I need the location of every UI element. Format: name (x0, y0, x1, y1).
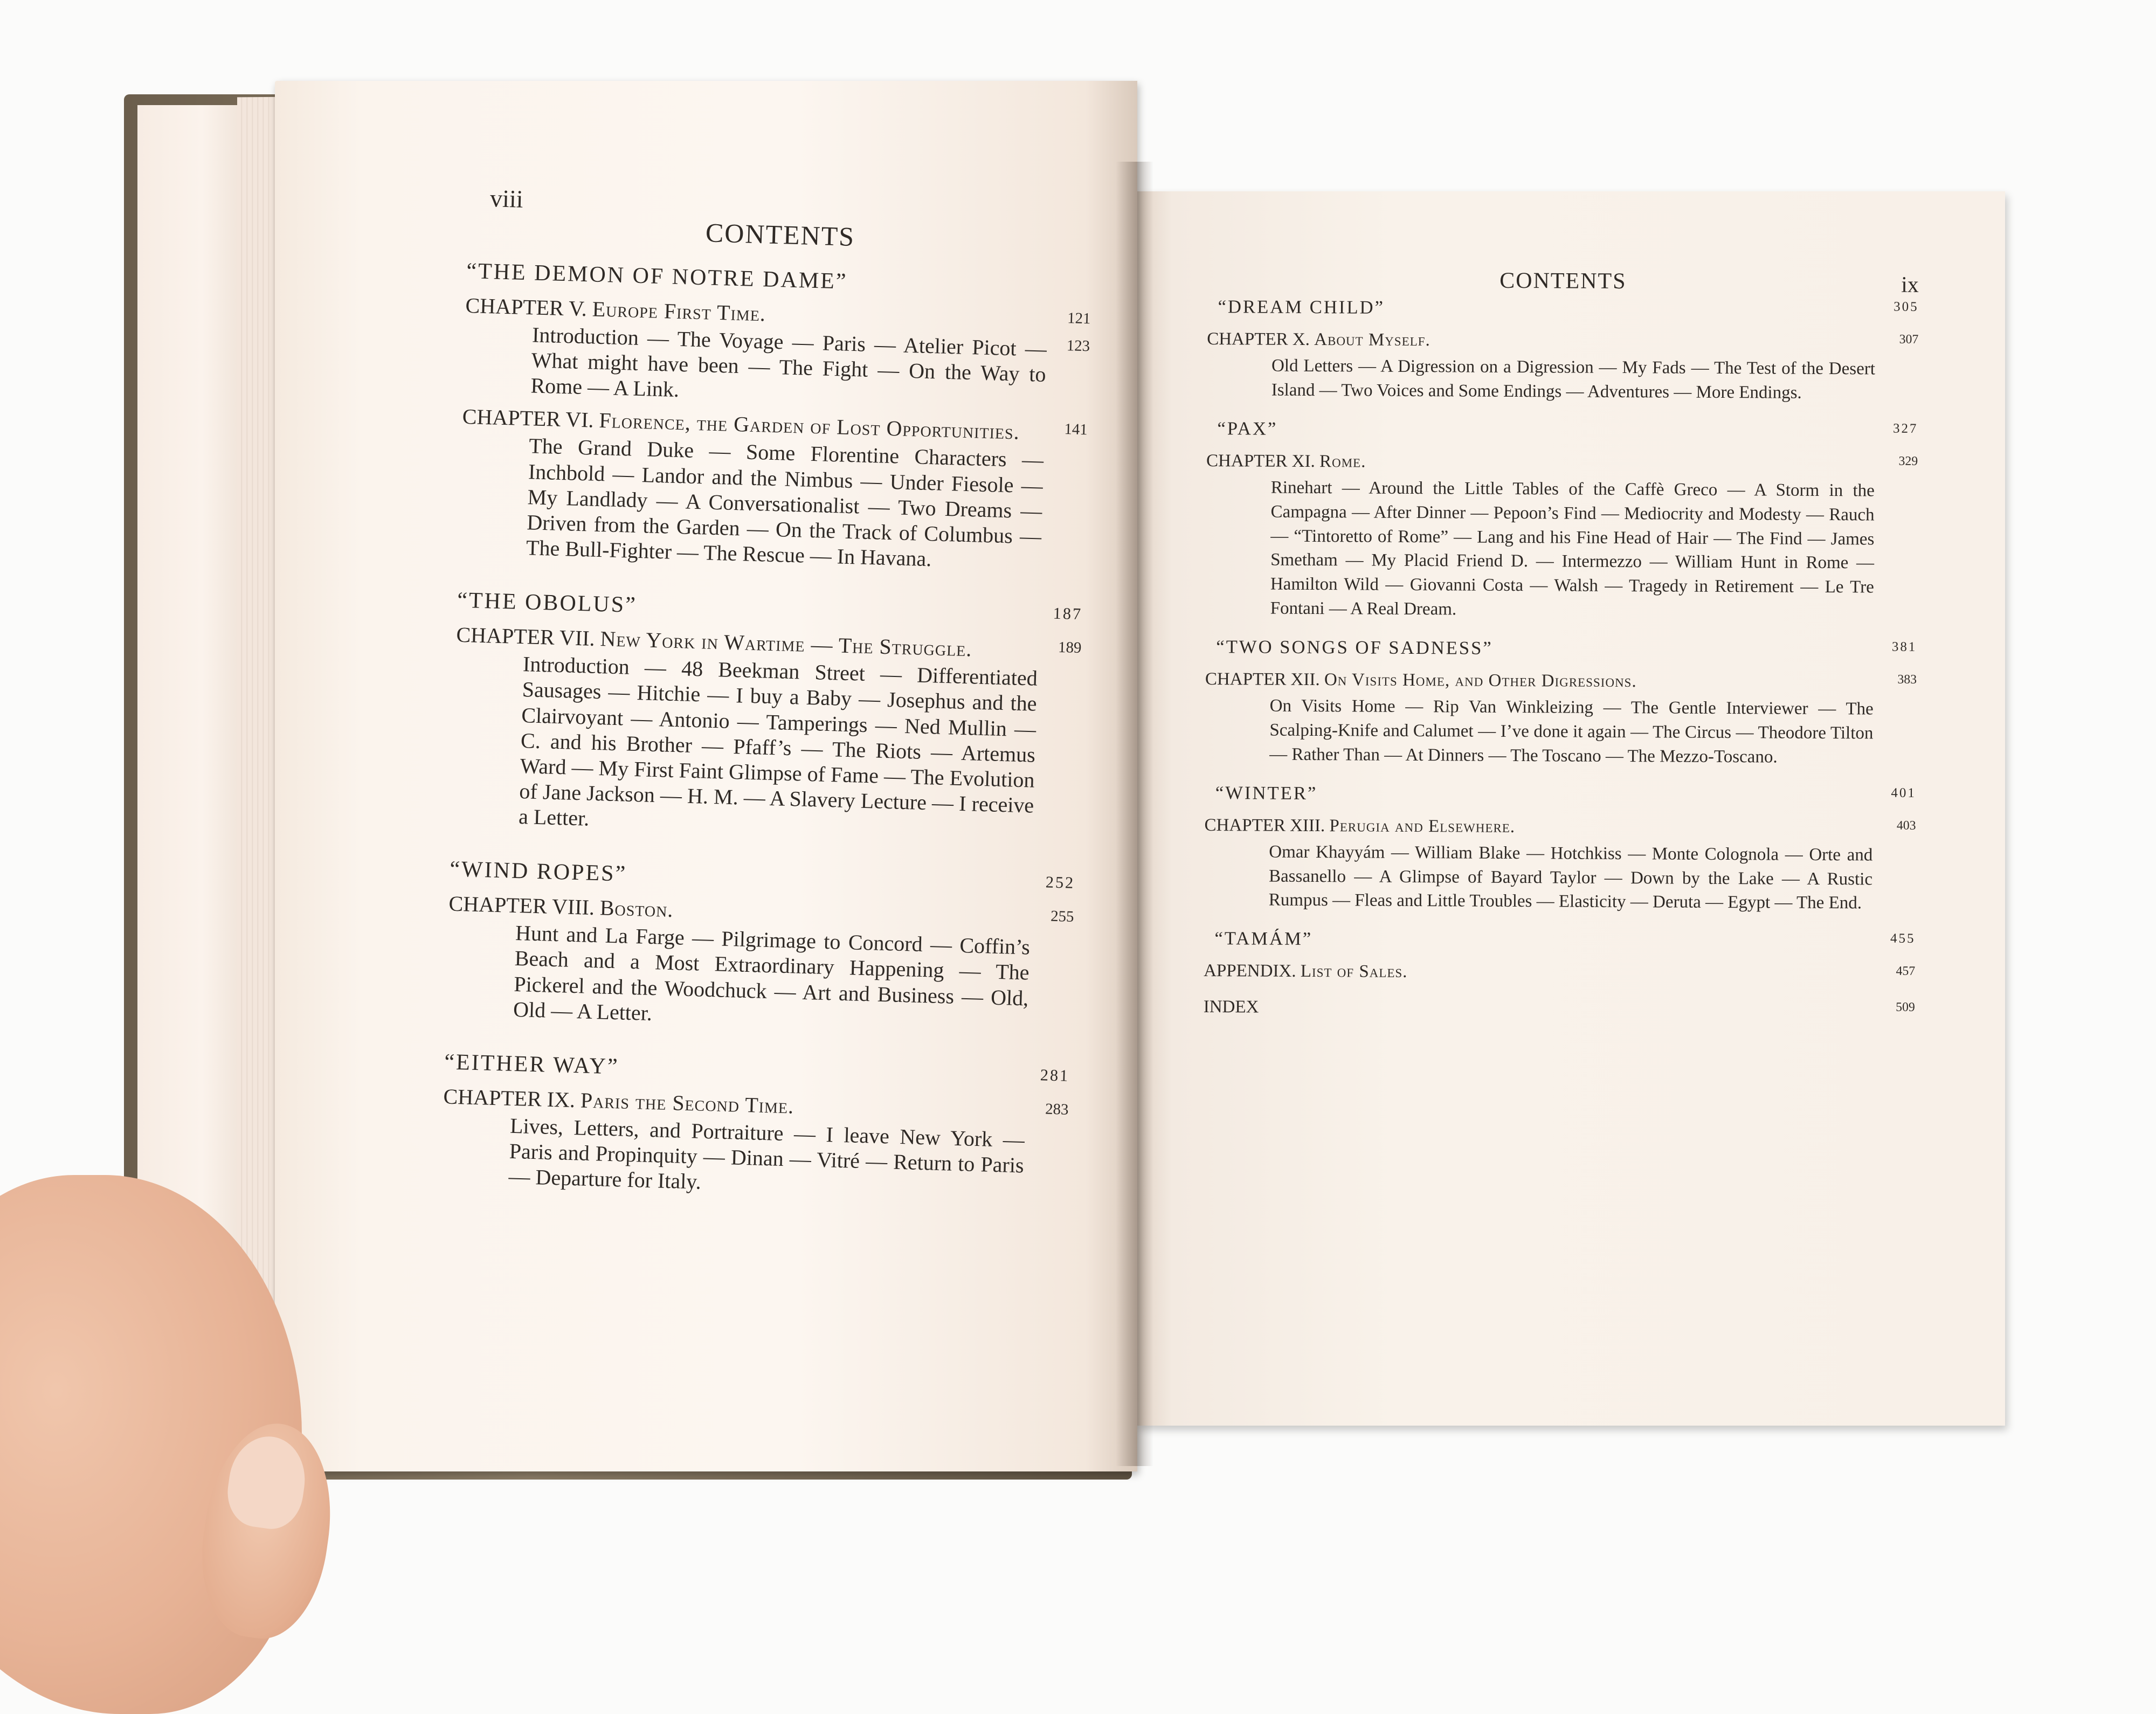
part-title (1217, 416, 1918, 445)
chapter-title: New York in Wartime — The Struggle. (599, 626, 973, 661)
chapter-title: List of Sales. (1300, 962, 1408, 982)
index-entry-title: INDEX (1203, 997, 1259, 1017)
chapter-summary-text: Hunt and La Farge — Pilgrimage to Concord — Coffin’s Beach and a Most Extraordinary Happening — The Pickerel and the Woodchuck — Art and Business — Old, Old — A Letter. (513, 921, 1031, 1025)
contents-heading-left: CONTENTS (705, 217, 855, 252)
chapter-title: About Myself. (1314, 330, 1431, 350)
chapter-title: Boston. (599, 895, 674, 922)
book-gutter (1116, 162, 1153, 1466)
left-page-text (441, 183, 1094, 1205)
chapter-summary-text: Introduction — 48 Beekman Street — Differentiated Sausages — Hitchie — I buy a Baby — Josephus and the Clairvoyant — Antonio — Tamperings — Ned Mullin — C. and his Brother — Pfaff’s — The Riots — Artemus Ward — My First Faint Glimpse of Fame — The Evolution of Jane Jackson — H. M. — A Slavery Lecture — I receive a Letter. (518, 652, 1038, 831)
chapter-label: CHAPTER XIII. (1204, 815, 1325, 835)
page-reference: 455 (1890, 931, 1916, 946)
chapter-summary (1272, 354, 1875, 406)
left-contents-list (441, 258, 1092, 1205)
page-reference: 383 (1897, 672, 1917, 687)
chapter-heading (1206, 449, 1918, 477)
page-reference: 457 (1896, 964, 1916, 979)
chapter-title: Paris the Second Time. (580, 1087, 794, 1118)
chapter-summary (526, 433, 1044, 575)
page-reference: 255 (1050, 907, 1074, 925)
page-reference: 401 (1891, 785, 1916, 800)
part-title (1215, 780, 1916, 810)
part-title-text: “TWO SONGS OF SADNESS” (1216, 637, 1493, 659)
part-title (1218, 294, 1918, 323)
page-reference: 307 (1899, 332, 1919, 347)
part-title-text: “PAX” (1217, 418, 1278, 439)
page-reference: 403 (1896, 818, 1916, 833)
chapter-title: Florence, the Garden of Lost Opportunities. (598, 408, 1020, 444)
part-title (1214, 926, 1915, 955)
page-reference: 141 (1064, 420, 1088, 439)
chapter-label: CHAPTER IX. (443, 1083, 576, 1112)
chapter-title: On Visits Home, and Other Digressions. (1324, 670, 1637, 692)
chapter-label: APPENDIX. (1204, 961, 1296, 982)
page-reference: 509 (1896, 1000, 1915, 1015)
right-page-text (1204, 264, 1919, 1023)
chapter-label: CHAPTER V. (465, 293, 588, 321)
chapter-heading (1204, 959, 1915, 987)
part-title-text: “THE OBOLUS” (457, 588, 638, 618)
chapter-summary-text: Omar Khayyám — William Blake — Hotchkiss — Monte Colognola — Orte and Bassanello — A Glimpse of Bayard Taylor — Down by the Lake — A Rustic Rumpus — Fleas and Little Troubles — Elasticity — Deruta — Egypt — The End. (1268, 842, 1873, 913)
chapter-label: CHAPTER XI. (1206, 451, 1315, 471)
chapter-label: CHAPTER X. (1207, 329, 1310, 350)
page-number-viii: viii (489, 184, 524, 213)
page-reference: 381 (1891, 639, 1917, 654)
chapter-title: Perugia and Elsewhere. (1329, 815, 1516, 837)
chapter-label: CHAPTER VII. (455, 622, 596, 651)
chapter-title: Rome. (1319, 451, 1366, 472)
page-reference: 252 (1045, 873, 1075, 893)
chapter-summary (530, 322, 1090, 412)
contents-heading-right: CONTENTS (1499, 268, 1627, 294)
chapter-summary-text: Rinehart — Around the Little Tables of the Caffè Greco — A Storm in the Campagna — After Dinner — Pepoon’s Find — Mediocrity and Modesty — Rauch — “Tintoretto of Rome” — Lang and his Fine Head of Hair — The Find — James Smetham — My Placid Friend D. — Intermezzo — William Hunt in Rome — Hamilton Wild — Giovanni Costa — Walsh — Tragedy in Retirement — Le Tre Fontani — A Real Dream. (1270, 478, 1875, 619)
chapter-summary-text: Introduction — The Voyage — Paris — Atelier Picot — What might have been — The Fight — On the Way to Rome — A Link. (530, 322, 1047, 402)
part-title-text: “DREAM CHILD” (1218, 296, 1385, 318)
chapter-title: Europe First Time. (592, 296, 766, 326)
page-reference: 327 (1892, 421, 1918, 436)
chapter-summary (519, 651, 1038, 844)
chapter-summary-text: Old Letters — A Digression on a Digression — My Fads — The Test of the Desert Island — Two Voices and Some Endings — Adventures — More Endings. (1271, 356, 1876, 403)
page-reference: 187 (1053, 604, 1083, 624)
chapter-summary (1269, 694, 1874, 770)
chapter-summary (508, 1113, 1025, 1204)
page-reference: 189 (1058, 638, 1082, 657)
page-reference: 305 (1894, 299, 1919, 314)
page-reference: 121 (1067, 309, 1091, 327)
chapter-summary (513, 920, 1031, 1036)
chapter-label: CHAPTER VI. (462, 404, 595, 432)
chapter-summary (1269, 840, 1873, 915)
part-title (1216, 634, 1917, 664)
index-entry (1204, 995, 1915, 1023)
page-reference: 281 (1040, 1066, 1070, 1085)
chapter-summary-text: Lives, Letters, and Portraiture — I leave New York — Paris and Propinquity — Dinan — Vitré — Return to Paris — Departure for Italy. (508, 1113, 1025, 1194)
chapter-label: CHAPTER VIII. (448, 891, 595, 920)
chapter-heading (1204, 813, 1916, 841)
chapter-label: CHAPTER XII. (1205, 669, 1320, 690)
part-title-text: “WINTER” (1215, 782, 1318, 804)
chapter-summary-text: The Grand Duke — Some Florentine Characters — Inchbold — Landor and the Nimbus — Under Fiesole — My Landlady — A Conversationalist — Two Dreams — Driven from the Garden — On the Track of Columbus — The Bull-Fighter — The Rescue — In Havana. (526, 433, 1044, 571)
part-title-text: “WIND ROPES” (449, 856, 627, 887)
chapter-heading (1207, 327, 1918, 355)
page-reference: 123 (1066, 336, 1090, 355)
page-reference: 329 (1898, 454, 1918, 468)
page-number-ix: ix (1901, 272, 1919, 298)
part-title-text: “TAMÁM” (1214, 928, 1313, 950)
part-title-text: “EITHER WAY” (444, 1049, 620, 1080)
part-title-text: “THE DEMON OF NOTRE DAME” (466, 258, 848, 294)
right-header (1207, 264, 1919, 298)
right-contents-list (1204, 294, 1919, 1023)
page-reference: 283 (1045, 1100, 1069, 1118)
chapter-summary-text: On Visits Home — Rip Van Winkleizing — The Gentle Interviewer — The Scalping-Knife and Calumet — I’ve done it again — The Circus — Theodore Tilton — Rather Than — At Dinners — The Toscano — The Mezzo-Toscano. (1269, 696, 1874, 767)
chapter-summary (1270, 475, 1875, 624)
chapter-heading (1205, 667, 1917, 695)
